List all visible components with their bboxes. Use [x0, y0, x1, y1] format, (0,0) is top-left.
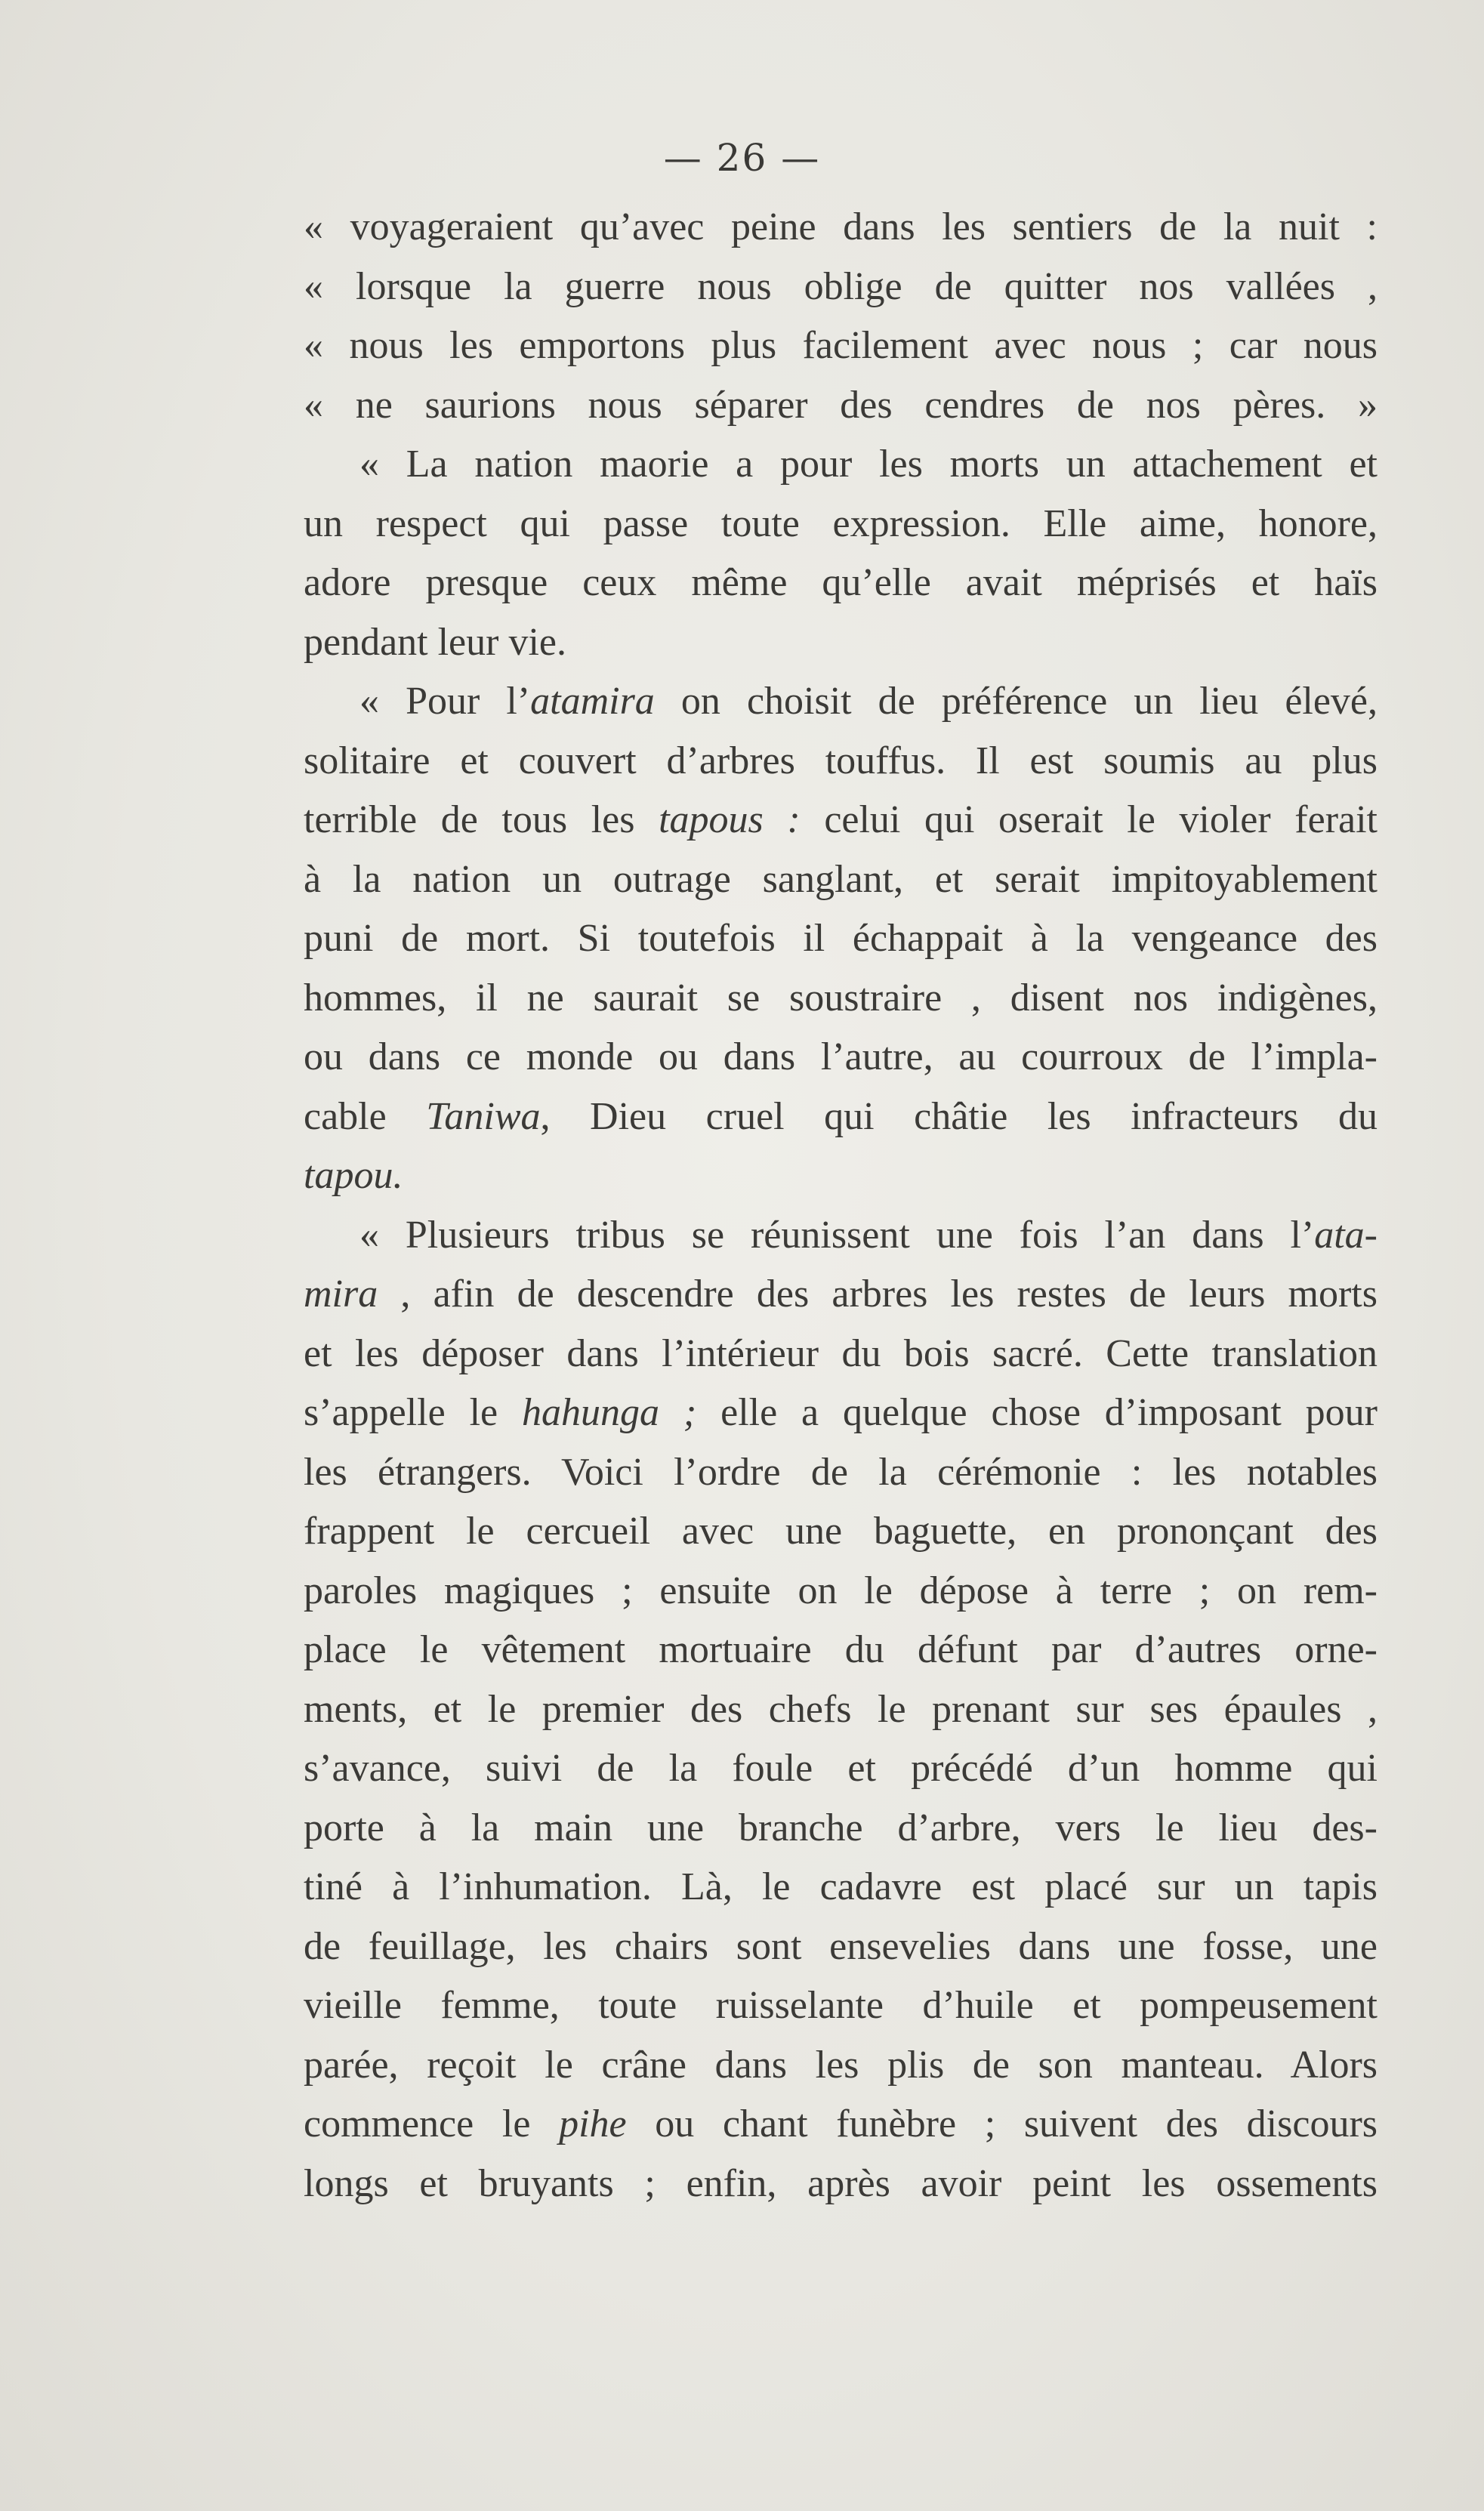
text-line: longs et bruyants ; enfin, après avoir peint les ossements [304, 2161, 1378, 2205]
text-line [304, 1384, 1378, 1443]
text-line: place le vêtement mortuaire du défunt par d’autres orne- [304, 1628, 1378, 1671]
italic-term: atamira [530, 680, 655, 723]
text-line: adore presque ceux même qu’elle avait méprisés et haïs [304, 561, 1378, 604]
text-line: parée, reçoit le crâne dans les plis de son manteau. Alors [304, 2043, 1378, 2087]
text-run: elle a quelque chose d’imposant pour [696, 1391, 1378, 1434]
italic-term: Taniwa [426, 1094, 541, 1138]
text-line: « nous les emportons plus facilement avec nous ; car nous [304, 324, 1378, 367]
text-run: « Pour l’ [359, 680, 531, 723]
italic-term: ata- [1314, 1213, 1378, 1257]
text-run: on choisit de préférence un lieu élevé, [654, 680, 1378, 723]
text-run: « Plusieurs tribus se réunissent une fois l’an dans l’ [359, 1213, 1315, 1257]
text-line: ments, et le premier des chefs le prenant sur ses épaules , [304, 1687, 1378, 1731]
text-line: de feuillage, les chairs sont ensevelies dans une fosse, une [304, 1924, 1378, 1968]
text-line: paroles magiques ; ensuite on le dépose à terre ; on rem- [304, 1569, 1378, 1612]
text-line [304, 1265, 1378, 1325]
text-run: cable [304, 1094, 427, 1138]
text-line [304, 1206, 1378, 1266]
text-line: les étrangers. Voici l’ordre de la cérémonie : les notables [304, 1450, 1378, 1494]
text-line: « La nation maorie a pour les morts un attachement et [359, 443, 1378, 486]
text-run: , afin de descendre des arbres les restes de leurs morts [378, 1272, 1378, 1316]
italic-term: hahunga ; [522, 1391, 697, 1434]
text-run: celui qui oserait le violer ferait [800, 798, 1378, 841]
text-line: pendant leur vie. [304, 620, 566, 664]
text-line: « lorsque la guerre nous oblige de quitter nos vallées , [304, 264, 1378, 308]
text-run: commence le [304, 2102, 560, 2145]
text-run: , Dieu cruel qui châtie les infracteurs du [540, 1094, 1378, 1138]
text-line: et les déposer dans l’intérieur du bois sacré. Cette translation [304, 1331, 1378, 1375]
text-line: ou dans ce monde ou dans l’autre, au courroux de l’impla- [304, 1035, 1378, 1078]
text-run: ou chant funèbre ; suivent des discours [626, 2102, 1378, 2145]
text-line: un respect qui passe toute expression. Elle aime, honore, [304, 501, 1378, 545]
text-line: tiné à l’inhumation. Là, le cadavre est placé sur un tapis [304, 1865, 1378, 1908]
text-line [304, 672, 1378, 732]
text-run: terrible de tous les [304, 798, 659, 841]
text-line: s’avance, suivi de la foule et précédé d’un homme qui [304, 1747, 1378, 1790]
text-line [304, 1087, 1378, 1147]
text-line: « ne saurions nous séparer des cendres de nos pères. » [304, 383, 1378, 427]
text-line [304, 791, 1378, 850]
text-line: porte à la main une branche d’arbre, vers le lieu des- [304, 1806, 1378, 1849]
italic-term: tapous : [659, 798, 801, 841]
italic-term: mira [304, 1272, 378, 1316]
text-line: à la nation un outrage sanglant, et serait impitoyablement [304, 857, 1378, 901]
text-line [304, 2095, 1378, 2155]
page-number: — 26 — [663, 136, 821, 180]
italic-term: tapou. [304, 1154, 403, 1197]
text-line: puni de mort. Si toutefois il échappait à la vengeance des [304, 917, 1378, 960]
text-line: « voyageraient qu’avec peine dans les sentiers de la nuit : [304, 205, 1378, 248]
text-line: frappent le cercueil avec une baguette, en prononçant des [304, 1510, 1378, 1553]
body-text [304, 198, 1378, 2213]
italic-term: pihe [559, 2102, 627, 2145]
text-line: hommes, il ne saurait se soustraire , disent nos indigènes, [304, 976, 1378, 1020]
text-run: s’appelle le [304, 1391, 522, 1434]
text-line: vieille femme, toute ruisselante d’huile et pompeusement [304, 1984, 1378, 2027]
text-line: solitaire et couvert d’arbres touffus. Il est soumis au plus [304, 739, 1378, 782]
text-line [304, 1146, 1378, 1206]
